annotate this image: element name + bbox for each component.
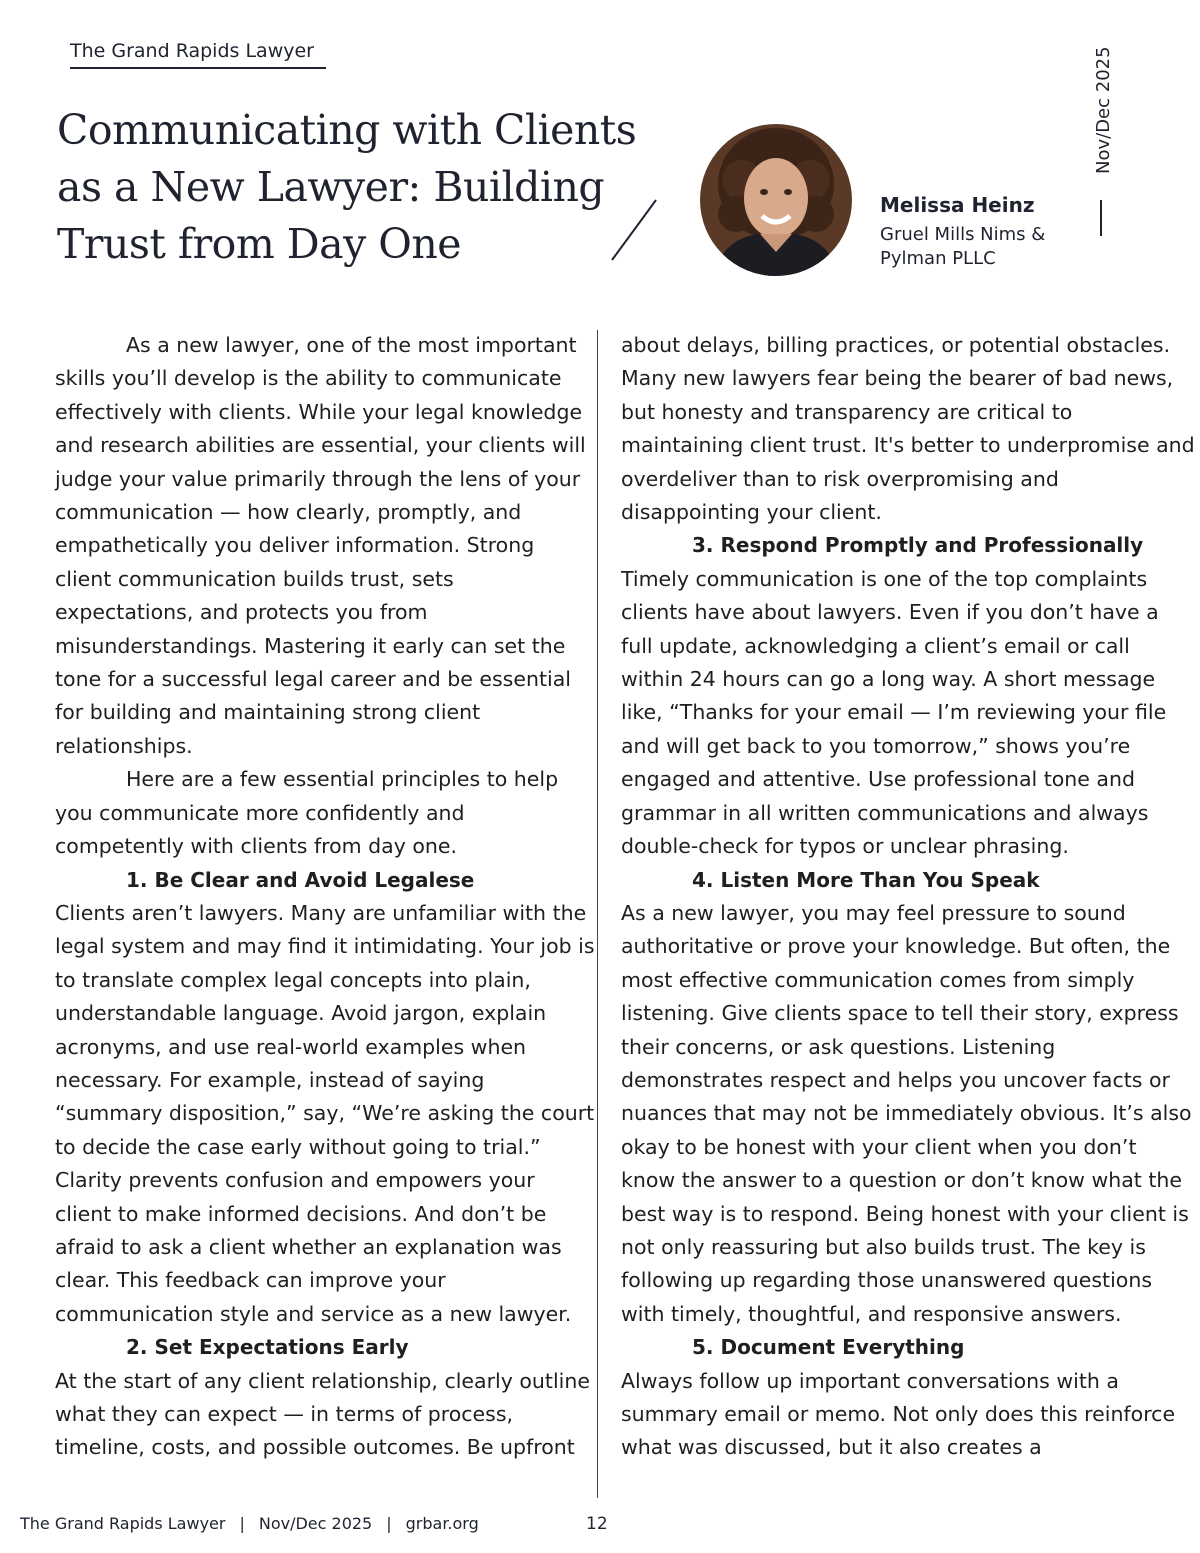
section-body-4: As a new lawyer, you may feel pressure to sound authoritative or prove your knowledge. But often, the most effective communication comes from simply listening. Give clients space to tell their story, express their concerns, or ask questions. Listening demonstrates respect and helps you uncover facts or nuances that may not be immediately obvious. It’s also okay to be honest with your client when you don’t know the answer to a question or don’t know what the best way is to respond. Being honest with your client is not only reassuring but also builds trust. The key is following up regarding those unanswered questions with timely, thoughtful, and responsive answers. — [621, 900, 1192, 1326]
section-body-2-part-2: about delays, billing practices, or potential obstacles. Many new lawyers fear being the bearer of bad news, but honesty and transparency are critical to maintaining client trust. It's better to underpromise and overdeliver than to risk overpromising and disappointing your client. — [621, 333, 1195, 525]
column-divider — [597, 330, 598, 1498]
footer-website: grbar.org — [405, 1514, 479, 1533]
article-column-left — [55, 329, 595, 1465]
title-slash-divider — [610, 198, 658, 262]
author-photo — [700, 124, 852, 276]
author-firm: Gruel Mills Nims & Pylman PLLC — [880, 224, 1046, 269]
footer — [20, 1514, 479, 1533]
footer-separator: | — [239, 1514, 245, 1533]
article-title: Communicating with Clients as a New Lawyer: Building Trust from Day One — [57, 106, 637, 268]
section-body-5: Always follow up important conversations with a summary email or memo. Not only does this reinforce what was discussed, but it also creates a — [621, 1368, 1176, 1460]
intro-paragraph-2: Here are a few essential principles to help you communicate more confidently and competently with clients from day one. — [55, 767, 559, 859]
section-heading-4: 4. Listen More Than You Speak — [692, 867, 1040, 892]
footer-separator: | — [386, 1514, 392, 1533]
section-body-2-part-1: At the start of any client relationship, clearly outline what they can expect — in terms of process, timeline, costs, and possible outcomes. Be upfront — [55, 1368, 590, 1460]
section-body-3: Timely communication is one of the top complaints clients have about lawyers. Even if you don’t have a full update, acknowledging a client’s email or call within 24 hours can go a long way. A short message like, “Thanks for your email — I’m reviewing your file and will get back to you tomorrow,” shows you’re engaged and attentive. Use professional tone and grammar in all written communications and always double-check for typos or unclear phrasing. — [621, 566, 1167, 859]
section-body-1: Clients aren’t lawyers. Many are unfamiliar with the legal system and may find it intimidating. Your job is to translate complex legal concepts into plain, understandable language. Avoid jargon, explain acronyms, and use real-world examples when necessary. For example, instead of saying “summary disposition,” say, “We’re asking the court to decide the case early without going to trial.” Clarity prevents confusion and empowers your client to make informed decisions. And don’t be afraid to ask a client whether an explanation was clear. This feedback can improve your communication style and service as a new lawyer. — [55, 900, 595, 1326]
masthead-publication: The Grand Rapids Lawyer — [70, 40, 326, 69]
issue-date-vertical: Nov/Dec 2025 — [1093, 46, 1114, 174]
article-column-right — [621, 329, 1196, 1465]
footer-publication: The Grand Rapids Lawyer — [20, 1514, 226, 1533]
footer-issue: Nov/Dec 2025 — [258, 1514, 373, 1533]
section-heading-3: 3. Respond Promptly and Professionally — [692, 533, 1144, 558]
page-number: 12 — [586, 1514, 608, 1534]
section-heading-5: 5. Document Everything — [692, 1335, 965, 1360]
section-heading-2: 2. Set Expectations Early — [126, 1335, 409, 1360]
issue-rule — [1100, 200, 1102, 236]
intro-paragraph-1: As a new lawyer, one of the most important skills you’ll develop is the ability to communicate effectively with clients. While your legal knowledge and research abilities are essential, your clients will judge your value primarily through the lens of your communication — how clearly, promptly, and empathetically you deliver information. Strong client communication builds trust, sets expectations, and protects you from misunderstandings. Mastering it early can set the tone for a successful legal career and be essential for building and maintaining strong client relationships. — [55, 333, 586, 758]
author-name: Melissa Heinz — [880, 193, 1035, 217]
section-heading-1: 1. Be Clear and Avoid Legalese — [126, 867, 475, 892]
